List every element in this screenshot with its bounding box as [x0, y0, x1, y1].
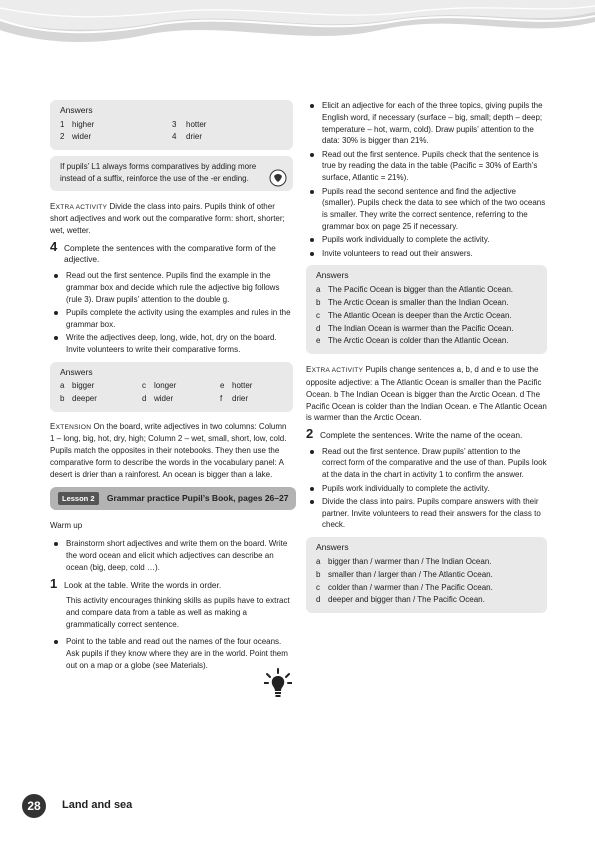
activity-instruction: Look at the table. Write the words in order. [64, 579, 222, 590]
activity-1-steps [50, 636, 293, 671]
extra-activity-2 [306, 364, 547, 424]
list-item: a bigger than / warmer than / The Indian Ocean. [316, 557, 492, 566]
list-item: c colder than / warmer than / The Pacific Ocean. [316, 582, 493, 592]
left-column [50, 100, 293, 678]
unit-title: Land and sea [62, 799, 133, 811]
list-item: Read out the first sentence. Pupils check that the sentence is true by reading the data in the table (Pacific = 30% of Earth’s surface, Atlantic = 21%). [306, 149, 547, 184]
lightbulb-icon [264, 668, 292, 698]
answers-title: Answers [316, 270, 349, 281]
extra-activity-text: Pupils change sentences a, b, d and e to use the opposite adjective: a The Atlantic Ocean is smaller than the Pacific Ocean. b The Indian Ocean is bigger than the Arctic Ocean. d The Pacific Ocean is colder than the Indian Ocean. e The Atlantic Ocean is warmer than the Arctic Ocean. [306, 365, 547, 423]
list-item: a The Pacific Ocean is bigger than the Atlantic Ocean. [316, 285, 513, 295]
list-item: d The Indian Ocean is warmer than the Pacific Ocean. [316, 323, 514, 333]
list-item: b smaller than / larger than / The Atlantic Ocean. [316, 569, 493, 579]
answers-title: Answers [60, 105, 93, 115]
activity-1 [50, 575, 293, 592]
list-item: Pupils read the second sentence and find the adjective (smaller). Pupils check the data to see which of the two oceans is smaller. They write the correct sentence, referring to the grammar box on page 25 if necessary. [306, 186, 547, 233]
answers-list [316, 556, 539, 606]
activity-number: 1 [50, 575, 58, 591]
list-item: Pupils work individually to complete the activity. [306, 234, 547, 246]
activity-number: 4 [50, 238, 58, 254]
tip-box [50, 156, 293, 191]
activity-instruction: Complete the sentences with the comparative form of the adjective. [64, 242, 276, 265]
activity-1-description: This activity encourages thinking skills as pupils have to extract and compare data from a table as well as making a grammatically correct sentence. [66, 596, 290, 629]
list-item: Read out the first sentence. Pupils find the example in the grammar box and decide which rule the adjective big follows (rule 3). Draw pupils’ attention to the double g. [50, 270, 293, 305]
right-column [306, 100, 547, 619]
list-item: Brainstorm short adjectives and write them on the board. Write the word ocean and elicit which adjectives can describe an ocean (big, deep, cold …). [50, 538, 293, 573]
extra-activity-label: EXTRA ACTIVITY [50, 201, 108, 211]
activity-2-steps [306, 446, 547, 532]
list-item: c The Atlantic Ocean is deeper than the Arctic Ocean. [316, 310, 512, 320]
table-row: 1 higher 3 hotter [60, 119, 207, 129]
answers-list [316, 284, 539, 347]
warm-up-heading: Warm up [50, 521, 83, 531]
header-wave-decoration [0, 0, 595, 60]
page-number: 28 [22, 794, 46, 818]
answers-table [60, 119, 206, 144]
answers-box-activity-4 [50, 362, 293, 412]
list-item: d deeper and bigger than / The Pacific Ocean. [316, 595, 485, 605]
table-row: a bigger c longer e hotter [60, 381, 253, 391]
table-row: 2 wider 4 drier [60, 132, 203, 142]
answers-title: Answers [316, 542, 349, 553]
list-item: Elicit an adjective for each of the three topics, giving pupils the English word, if necessary (surface – big, small; depth – deep; temperature – hot, warm, cold). Draw pupils’ attention to the data: 30% is bigger than 21%. [306, 100, 547, 147]
list-item: Write the adjectives deep, long, wide, hot, dry on the board. Invite volunteers to write their comparative forms. [50, 332, 293, 356]
lesson-pill [50, 487, 296, 511]
activity-1-continued-steps [306, 100, 547, 259]
tip-icon [269, 169, 287, 187]
extra-activity [50, 201, 293, 237]
extra-activity-label: EXTRA ACTIVITY [306, 365, 364, 375]
lesson-title: Grammar practice Pupil’s Book, pages 26–27 [106, 492, 289, 503]
list-item: Pupils work individually to complete the activity. [306, 483, 547, 495]
list-item: Divide the class into pairs. Pupils compare answers with their partner. Invite volunteers to read their answers for the class to check. [306, 496, 547, 531]
answers-box-comparatives [50, 100, 293, 150]
list-item: Invite volunteers to read out their answers. [306, 248, 547, 260]
extension-label: EXTENSION [50, 421, 92, 431]
activity-number: 2 [306, 426, 314, 442]
activity-2 [306, 426, 547, 442]
table-row: b deeper d wider f drier [60, 393, 249, 403]
extra-activity-text: Divide the class into pairs. Pupils think of other short adjectives and work out the comparative form: short, shorter; wet, wetter. [50, 201, 285, 236]
lesson-header [50, 487, 293, 511]
tip-text: If pupils’ L1 always forms comparatives by adding more instead of a suffix, reinforce the use of the -er ending. [60, 161, 257, 183]
answers-box-activity-2 [306, 537, 547, 613]
answers-box-activity-1 [306, 265, 547, 354]
list-item: e The Arctic Ocean is colder than the Atlantic Ocean. [316, 336, 509, 346]
lesson-badge: Lesson 2 [58, 492, 99, 506]
list-item: Read out the first sentence. Draw pupils’ attention to the correct form of the comparative and the use of than. Pupils look at the data in the chart in activity 1 to confirm the answer. [306, 446, 547, 481]
answers-table [60, 380, 252, 405]
extension-text: On the board, write adjectives in two columns: Column 1 – long, big, hot, dry, high; Column 2 – wet, small, short, low, cold. Pupils match the opposites in their notebooks. They then use the comparative form to describe the words in the vocabulary panel: A desert is drier than a rainforest. An ocean is bigger than a lake. [50, 421, 287, 479]
warm-up-steps [50, 538, 293, 573]
answers-title: Answers [60, 366, 93, 377]
list-item: Point to the table and read out the names of the four oceans. Ask pupils if they know where they are in the world. Point them out on a map or a globe (see Materials). [50, 636, 293, 671]
list-item: b The Arctic Ocean is smaller than the Indian Ocean. [316, 297, 509, 307]
list-item: Pupils complete the activity using the examples and rules in the grammar box. [50, 307, 293, 331]
extension [50, 421, 293, 481]
activity-4-steps [50, 270, 293, 356]
activity-instruction: Complete the sentences. Write the name of the ocean. [320, 430, 523, 441]
activity-4 [50, 238, 293, 266]
